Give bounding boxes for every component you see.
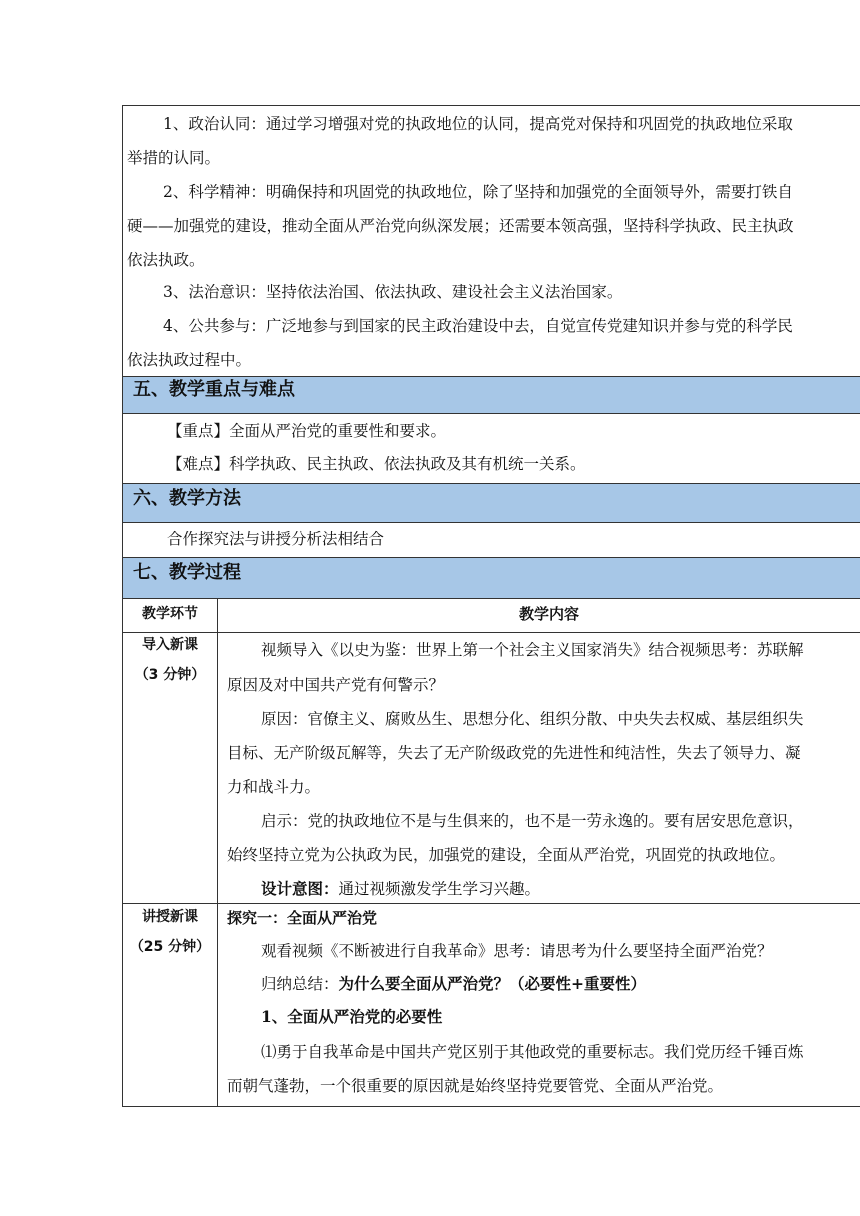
new-lesson-line-2: 观看视频《不断被进行自我革命》思考：请思考为什么要坚持全面严治党？ xyxy=(261,942,773,960)
intro-line-3: 原因：官僚主义、腐败丛生、思想分化、组织分散、中央失去权威、基层组织失 xyxy=(261,710,804,728)
intro-line-7: 始终坚持立党为公执政为民，加强党的建设，全面从严治党，巩固党的执政地位。 xyxy=(227,846,786,864)
objective-1-line-1: 1、政治认同：通过学习增强对党的执政地位的认同，提高党对保持和巩固党的执政地位采取 xyxy=(163,115,793,133)
key-point: 【重点】全面从严治党的重要性和要求。 xyxy=(167,422,447,440)
summary-label: 归纳总结： xyxy=(261,975,339,993)
summary-text: 为什么要全面从严治党？（必要性+重要性） xyxy=(338,974,647,993)
col-header-stage: 教学环节 xyxy=(142,606,198,622)
row-1-divider xyxy=(123,903,860,904)
design-intent-label: 设计意图： xyxy=(261,879,339,898)
objective-2-line-2: 硬——加强党的建设，推动全面从严治党向纵深发展；还需要本领高强，坚持科学执政、民主执政 xyxy=(127,217,794,235)
new-lesson-line-6: 而朝气蓬勃，一个很重要的原因就是始终坚持党要管党、全面从严治党。 xyxy=(227,1077,724,1095)
intro-line-2: 原因及对中国共产党有何警示？ xyxy=(227,676,445,694)
objective-2-line-3: 依法执政。 xyxy=(127,251,205,269)
column-divider xyxy=(217,599,218,1106)
header-row-divider xyxy=(123,632,860,633)
inquiry-1-title: 探究一：全面从严治党 xyxy=(227,909,378,927)
objective-4-line-2: 依法执政过程中。 xyxy=(127,351,252,369)
section-5-heading: 五、教学重点与难点 xyxy=(123,376,860,414)
difficult-point: 【难点】科学执政、民主执政、依法执政及其有机统一关系。 xyxy=(167,455,586,473)
col-header-content: 教学内容 xyxy=(519,605,580,623)
intro-design-intent xyxy=(261,877,540,899)
necessity-heading: 1、全面从严治党的必要性 xyxy=(261,1007,443,1026)
section-7-heading: 七、教学过程 xyxy=(123,557,860,599)
lesson-plan-table xyxy=(122,105,860,1107)
stage-new-lesson: 讲授新课 xyxy=(142,909,198,925)
design-intent-text: 通过视频激发学生学习兴趣。 xyxy=(338,880,541,898)
stage-intro-time: （3 分钟） xyxy=(134,667,206,683)
objective-4-line-1: 4、公共参与：广泛地参与到国家的民主政治建设中去，自觉宣传党建知识并参与党的科学民 xyxy=(163,317,793,335)
objective-3-line-1: 3、法治意识：坚持依法治国、依法执政、建设社会主义法治国家。 xyxy=(163,283,623,301)
intro-line-1: 视频导入《以史为鉴：世界上第一个社会主义国家消失》结合视频思考：苏联解 xyxy=(261,641,804,659)
objective-1-line-2: 举措的认同。 xyxy=(127,149,221,167)
intro-line-4: 目标、无产阶级瓦解等，失去了无产阶级政党的先进性和纯洁性，失去了领导力、凝 xyxy=(227,744,801,762)
intro-line-5: 力和战斗力。 xyxy=(227,778,321,796)
objective-2-line-1: 2、科学精神：明确保持和巩固党的执政地位，除了坚持和加强党的全面领导外，需要打铁自 xyxy=(163,183,793,201)
new-lesson-line-5: ⑴勇于自我革命是中国共产党区别于其他政党的重要标志。我们党历经千锤百炼 xyxy=(261,1043,804,1061)
intro-line-6: 启示：党的执政地位不是与生俱来的，也不是一劳永逸的。要有居安思危意识， xyxy=(261,812,804,830)
stage-intro: 导入新课 xyxy=(142,637,198,653)
summary-line xyxy=(261,972,646,994)
teaching-method: 合作探究法与讲授分析法相结合 xyxy=(167,530,385,548)
section-6-heading: 六、教学方法 xyxy=(123,483,860,523)
stage-new-lesson-time: （25 分钟） xyxy=(129,939,211,955)
